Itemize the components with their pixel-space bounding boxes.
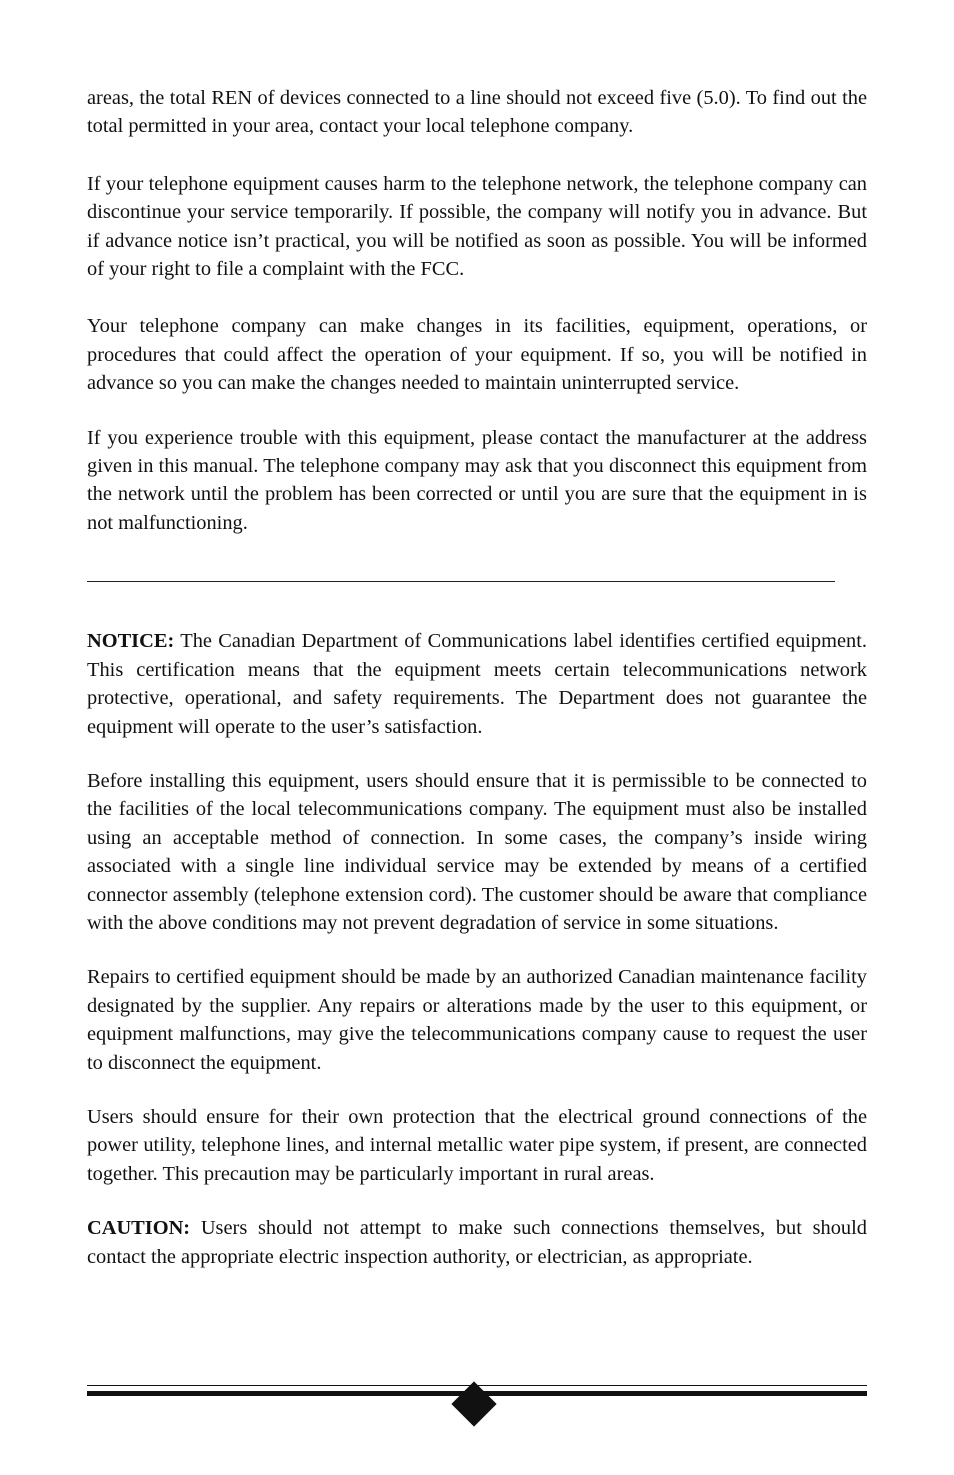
section-divider	[87, 581, 835, 582]
paragraph-trouble-contact: If you experience trouble with this equipment, please contact the manufacturer at the address given in this manual. The telephone company may ask that you disconnect this equipment from the network until the problem has been corrected or until you are sure that the equipment in is not malfunctioning.	[87, 426, 867, 534]
page-footer-rule	[87, 1385, 867, 1435]
paragraph-caution	[87, 1214, 867, 1271]
paragraph-grounding: Users should ensure for their own protection that the electrical ground connections of the power utility, telephone lines, and internal metallic water pipe system, if present, are connected together. This precaution may be particularly important in rural areas.	[87, 1105, 867, 1185]
caution-text: Users should not attempt to make such connections themselves, but should contact the appropriate electric inspection authority, or electrician, as appropriate.	[87, 1217, 867, 1268]
paragraph-installation: Before installing this equipment, users should ensure that it is permissible to be connected to the facilities of the local telecommunications company. The equipment must also be installed using an acceptable method of connection. In some cases, the company’s inside wiring associated with a single line individual service may be extended by means of a certified connector assembly (telephone extension cord). The customer should be aware that compliance with the above conditions may not prevent degradation of service in some situations.	[87, 769, 867, 934]
document-page	[87, 84, 867, 1271]
paragraph-facility-changes: Your telephone company can make changes in its facilities, equipment, operations, or procedures that could affect the operation of your equipment. If so, you will be notified in advance so you can make the changes needed to maintain uninterrupted service.	[87, 315, 867, 395]
paragraph-notice	[87, 627, 867, 741]
caution-label: CAUTION:	[87, 1217, 191, 1240]
paragraph-ren-limit: areas, the total REN of devices connected to a line should not exceed five (5.0). To find out the total permitted in your area, contact your local telephone company.	[87, 87, 867, 138]
paragraph-repairs: Repairs to certified equipment should be made by an authorized Canadian maintenance facility designated by the supplier. Any repairs or alterations made by the user to this equipment, or equipment malfunctions, may give the telecommunications company cause to request the user to disconnect the equipment.	[87, 966, 867, 1074]
diamond-icon	[451, 1381, 496, 1426]
paragraph-network-harm: If your telephone equipment causes harm to the telephone network, the telephone company can discontinue your service temporarily. If possible, the company will notify you in advance. But if advance notice isn’t practical, you will be notified as soon as possible. You will be informed of your right to file a complaint with the FCC.	[87, 172, 867, 281]
notice-label: NOTICE:	[87, 630, 175, 653]
notice-text: The Canadian Department of Communications label identifies certified equipment. This certification means that the equipment meets certain telecommunications network protective, operational, and safety requirements. The Department does not guarantee the equipment will operate to the user’s satisfaction.	[87, 630, 867, 738]
